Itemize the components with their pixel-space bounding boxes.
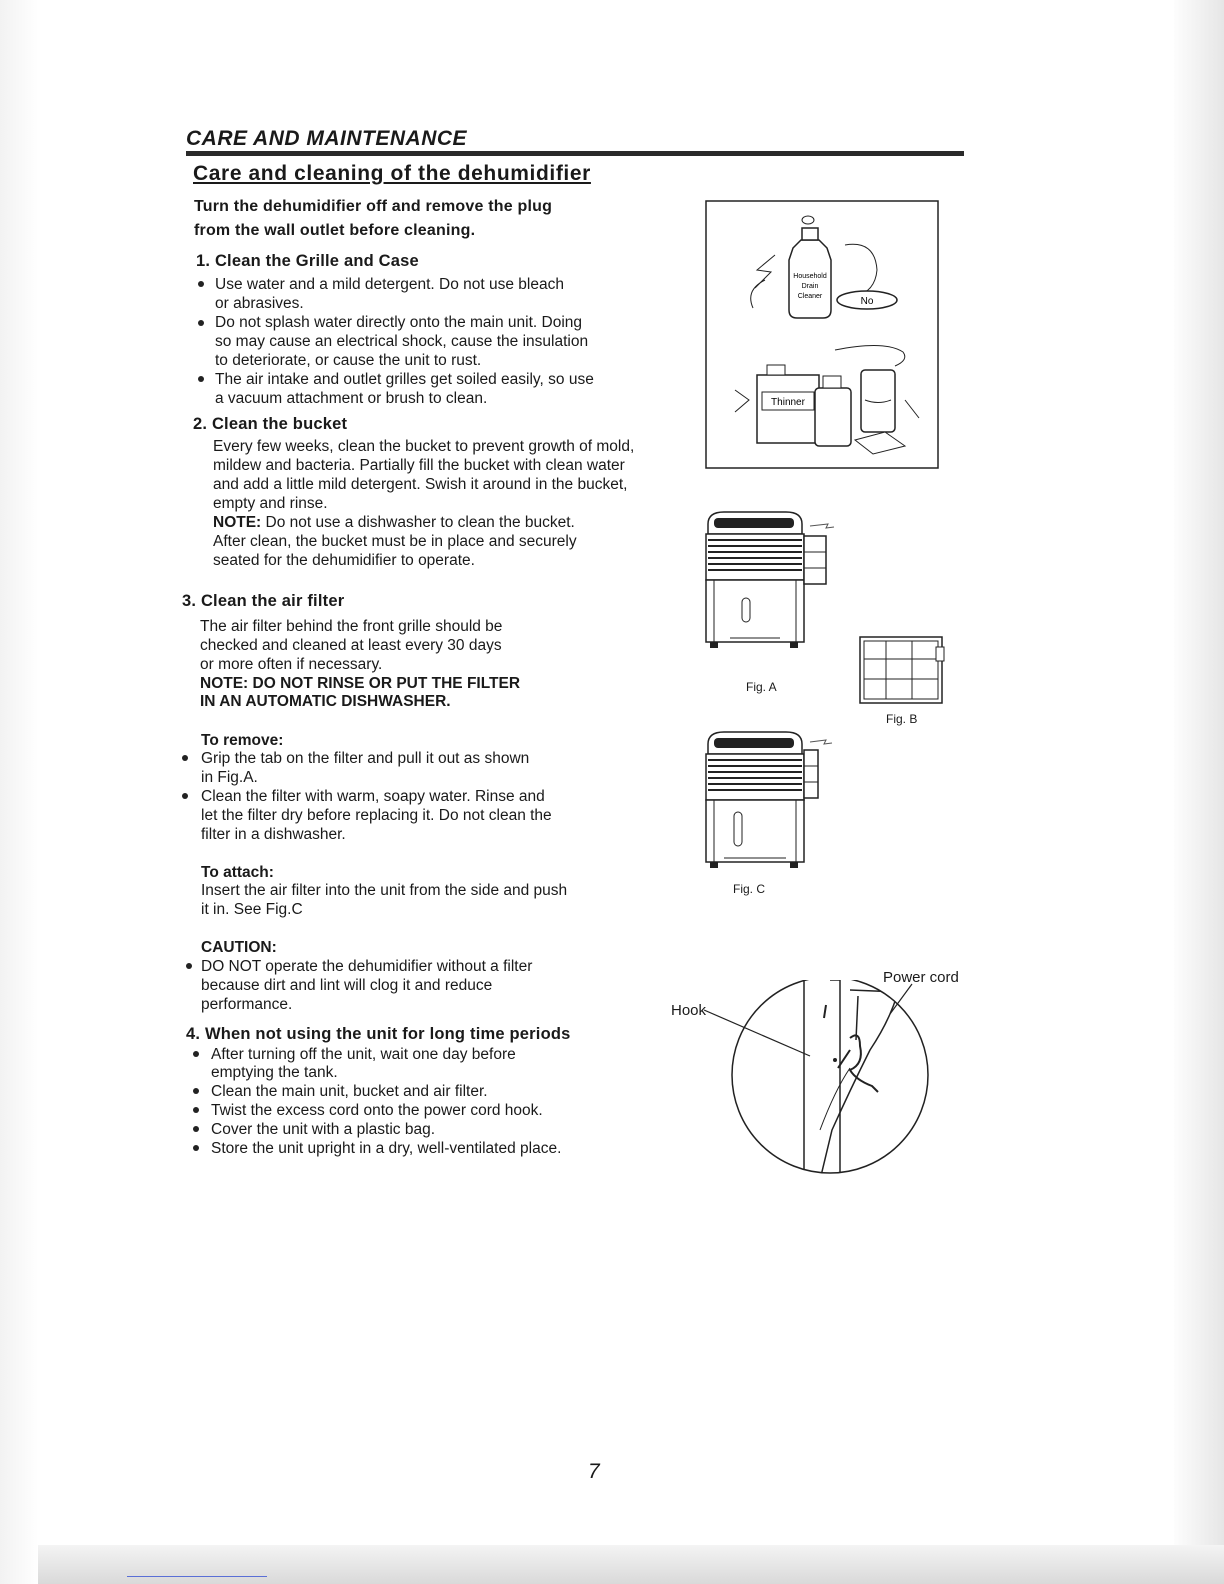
title-rule — [186, 151, 964, 156]
step4-heading: 4. When not using the unit for long time periods — [186, 1025, 571, 1043]
step3-line-1: The air filter behind the front grille should be — [200, 618, 503, 635]
bullet-dot — [182, 793, 188, 799]
bullet-dot — [193, 1051, 199, 1057]
power-cord-label: Power cord — [883, 969, 959, 986]
dehumidifier-fig-a — [700, 510, 840, 650]
remove-bullet-1-line-1: Grip the tab on the filter and pull it out as shown — [201, 750, 530, 767]
bottom-link-line — [127, 1576, 267, 1577]
fig-c-caption: Fig. C — [733, 882, 766, 896]
cleaner-label-line-2: Drain — [801, 283, 819, 290]
page-number: 7 — [588, 1460, 600, 1483]
dehumidifier-fig-c — [700, 730, 840, 870]
step2-heading: 2. Clean the bucket — [193, 415, 348, 433]
remove-bullet-1-line-2: in Fig.A. — [201, 769, 258, 786]
remove-bullet-2-line-1: Clean the filter with warm, soapy water. Rinse and — [201, 788, 545, 805]
caution-heading: CAUTION: — [201, 939, 277, 956]
cleaner-label-line-3: Cleaner — [797, 293, 823, 300]
bullet-dot — [198, 281, 204, 287]
bullet-dot — [193, 1126, 199, 1132]
step1-bullet-1-line-1: Use water and a mild detergent. Do not use bleach — [215, 276, 564, 293]
step4-bullet-2: Clean the main unit, bucket and air filter. — [211, 1083, 488, 1100]
remove-bullet-2-line-3: filter in a dishwasher. — [201, 826, 346, 843]
cleaner-label-line-1: Household — [793, 273, 827, 280]
step2-line-2: mildew and bacteria. Partially fill the bucket with clean water — [213, 457, 625, 474]
step1-bullet-1-line-2: or abrasives. — [215, 295, 304, 312]
step2-after-line-2: seated for the dehumidifier to operate. — [213, 552, 475, 569]
warning-line-2: from the wall outlet before cleaning. — [194, 222, 476, 239]
caution-line-3: performance. — [201, 996, 293, 1013]
step2-line-3: and add a little mild detergent. Swish it around in the bucket, — [213, 476, 628, 493]
step1-heading: 1. Clean the Grille and Case — [196, 252, 419, 270]
remove-heading: To remove: — [201, 732, 284, 749]
step2-note-label: NOTE: — [213, 514, 262, 531]
step2-note-text: Do not use a dishwasher to clean the bucket. — [261, 514, 575, 531]
step1-bullet-2-line-3: to deteriorate, or cause the unit to rust. — [215, 352, 482, 369]
step2-line-1: Every few weeks, clean the bucket to prevent growth of mold, — [213, 438, 635, 455]
scan-edge-left — [0, 0, 38, 1584]
step3-note-line-2: IN AN AUTOMATIC DISHWASHER. — [200, 693, 451, 710]
step4-bullet-1-line-1: After turning off the unit, wait one day before — [211, 1046, 516, 1063]
no-label: No — [860, 296, 874, 307]
step2-line-4: empty and rinse. — [213, 495, 328, 512]
subsection-title: Care and cleaning of the dehumidifier — [193, 162, 591, 185]
caution-line-2: because dirt and lint will clog it and reduce — [201, 977, 493, 994]
bullet-dot — [186, 963, 192, 969]
caution-line-1: DO NOT operate the dehumidifier without a filter — [201, 958, 533, 975]
step2-note — [213, 513, 575, 532]
bullet-dot — [182, 755, 188, 761]
attach-line-2: it in. See Fig.C — [201, 901, 303, 918]
attach-heading: To attach: — [201, 864, 274, 881]
bullet-dot — [198, 320, 204, 326]
section-title: CARE AND MAINTENANCE — [186, 127, 468, 150]
step4-bullet-4: Cover the unit with a plastic bag. — [211, 1121, 436, 1138]
step3-line-3: or more often if necessary. — [200, 656, 383, 673]
step4-bullet-1-line-2: emptying the tank. — [211, 1064, 338, 1081]
attach-line-1: Insert the air filter into the unit from the side and push — [201, 882, 568, 899]
step1-bullet-3-line-2: a vacuum attachment or brush to clean. — [215, 390, 488, 407]
filter-fig-b — [856, 633, 948, 707]
remove-bullet-2-line-2: let the filter dry before replacing it. Do not clean the — [201, 807, 552, 824]
bullet-dot — [193, 1145, 199, 1151]
warning-line-1: Turn the dehumidifier off and remove the plug — [194, 198, 553, 215]
bullet-dot — [193, 1107, 199, 1113]
step4-bullet-3: Twist the excess cord onto the power cord hook. — [211, 1102, 543, 1119]
scan-edge-bottom — [38, 1545, 1224, 1584]
step3-note-line-1: NOTE: DO NOT RINSE OR PUT THE FILTER — [200, 675, 521, 692]
thinner-label: Thinner — [771, 397, 805, 408]
bullet-dot — [193, 1088, 199, 1094]
scan-edge-right — [1174, 0, 1224, 1584]
cord-hook-illustration — [700, 980, 940, 1180]
fig-a-caption: Fig. A — [746, 680, 777, 694]
hook-label: Hook — [671, 1002, 707, 1019]
step4-bullet-5: Store the unit upright in a dry, well-ventilated place. — [211, 1140, 562, 1157]
step2-after-line-1: After clean, the bucket must be in place and securely — [213, 533, 577, 550]
chemicals-illustration — [705, 200, 939, 469]
step1-bullet-2-line-1: Do not splash water directly onto the main unit. Doing — [215, 314, 583, 331]
bullet-dot — [198, 376, 204, 382]
step1-bullet-3-line-1: The air intake and outlet grilles get soiled easily, so use — [215, 371, 594, 388]
step3-line-2: checked and cleaned at least every 30 days — [200, 637, 502, 654]
step3-heading: 3. Clean the air filter — [182, 592, 345, 610]
step1-bullet-2-line-2: so may cause an electrical shock, cause the insulation — [215, 333, 589, 350]
fig-b-caption: Fig. B — [886, 712, 918, 726]
